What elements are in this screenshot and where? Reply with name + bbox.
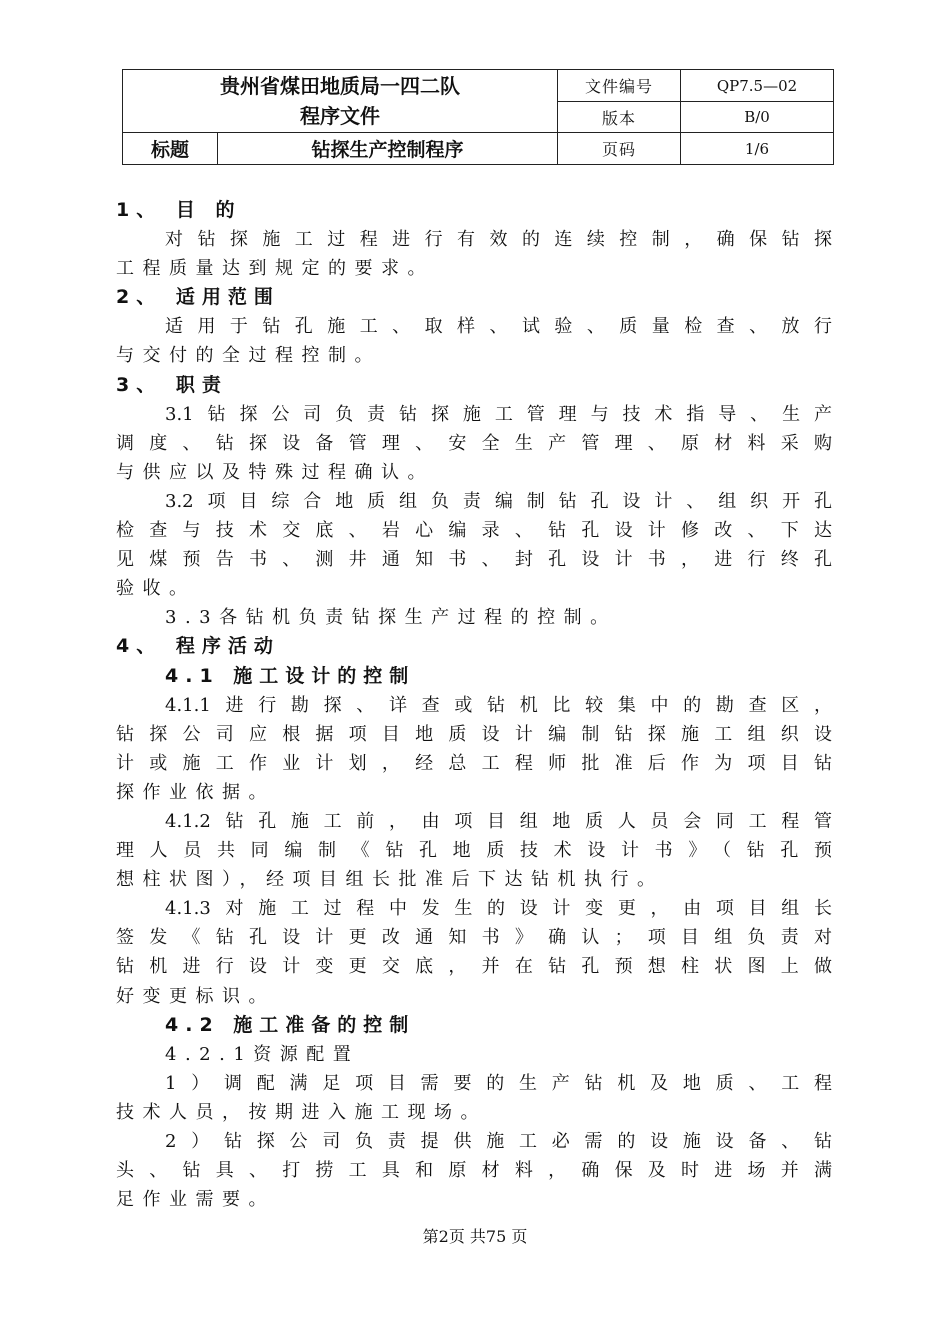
paragraph-line: 计或施工作业计划，经总工程师批准后作为项目钻 [116, 752, 832, 774]
paragraph-line: 4.2.1资源配置 [165, 1043, 360, 1065]
paragraph-line: 技术人员，按期进入施工现场。 [116, 1101, 487, 1123]
document-body [116, 196, 832, 1214]
document-title: 钻探生产控制程序 [218, 133, 558, 165]
paragraph-line: 理人员共同编制《钻孔地质技术设计书》（钻孔预 [116, 840, 832, 862]
paragraph-line: 4.1.3对施工过程中发生的设计变更，由项目组长 [165, 898, 832, 920]
paragraph-line: 探作业依据。 [116, 781, 275, 803]
paragraph-line: 头、钻具、打捞工具和原材料，确保及时进场并满 [116, 1160, 832, 1182]
paragraph-line: 验收。 [116, 578, 196, 600]
paragraph-line: 与交付的全过程控制。 [116, 345, 381, 367]
paragraph-line: 对钻探施工过程进行有效的连续控制，确保钻探 [165, 229, 832, 251]
paragraph-line: 钻机进行设计变更交底，并在钻孔预想柱状图上做 [116, 956, 832, 978]
document-type: 程序文件 [300, 104, 380, 128]
doc-number-label: 文件编号 [558, 70, 681, 102]
section-heading: 1、 目 的 [116, 199, 242, 221]
section-heading: 3、 职责 [116, 373, 228, 396]
paragraph-line: 1）调配满足项目需要的生产钻机及地质、工程 [165, 1072, 832, 1094]
paragraph-line: 想柱状图），经项目组长批准后下达钻机执行。 [116, 869, 664, 891]
paragraph-line: 3.3各钻机负责钻探生产过程的控制。 [165, 607, 617, 629]
subsection-heading: 4.2 施工准备的控制 [165, 1013, 416, 1036]
organization-cell [123, 70, 558, 133]
version-value: B/0 [681, 102, 834, 133]
paragraph-line: 3.2项目综合地质组负责编制钻孔设计、组织开孔 [165, 490, 832, 512]
page-code-label: 页码 [558, 133, 681, 165]
paragraph-line: 工程质量达到规定的要求。 [116, 258, 434, 280]
paragraph-line: 调度、钻探设备管理、安全生产管理、原材料采购 [116, 432, 832, 454]
paragraph-line: 适用于钻孔施工、取样、试验、质量检查、放行 [165, 316, 832, 338]
section-heading: 2、 适用范围 [116, 286, 280, 309]
page-code-value: 1/6 [681, 133, 834, 165]
paragraph-line: 4.1.2钻孔施工前，由项目组地质人员会同工程管 [165, 810, 832, 832]
paragraph-line: 钻探公司应根据项目地质设计编制钻探施工组织设 [116, 723, 832, 745]
paragraph-line: 足作业需要。 [116, 1189, 275, 1211]
paragraph-line: 检查与技术交底、岩心编录、钻孔设计修改、下达 [116, 520, 832, 542]
paragraph-line: 4.1.1进行勘探、详查或钻机比较集中的勘查区， [165, 694, 832, 716]
section-heading: 4、 程序活动 [116, 635, 280, 658]
paragraph-line: 签发《钻孔设计更改通知书》确认；项目组负责对 [116, 927, 832, 949]
doc-number-value: QP7.5—02 [681, 70, 834, 102]
document-header-table [122, 69, 834, 165]
subsection-heading: 4.1 施工设计的控制 [165, 664, 416, 687]
title-label: 标题 [123, 133, 218, 165]
paragraph-line: 见煤预告书、测井通知书、封孔设计书，进行终孔 [116, 549, 832, 571]
paragraph-line: 3.1钻探公司负责钻探施工管理与技术指导、生产 [165, 403, 832, 425]
paragraph-line: 与供应以及特殊过程确认。 [116, 461, 434, 483]
paragraph-line: 好变更标识。 [116, 985, 275, 1007]
paragraph-line: 2）钻探公司负责提供施工必需的设施设备、钻 [165, 1131, 832, 1152]
organization-name: 贵州省煤田地质局一四二队 [220, 74, 460, 98]
page-footer: 第2页 共75 页 [422, 1227, 528, 1246]
version-label: 版本 [558, 102, 681, 133]
